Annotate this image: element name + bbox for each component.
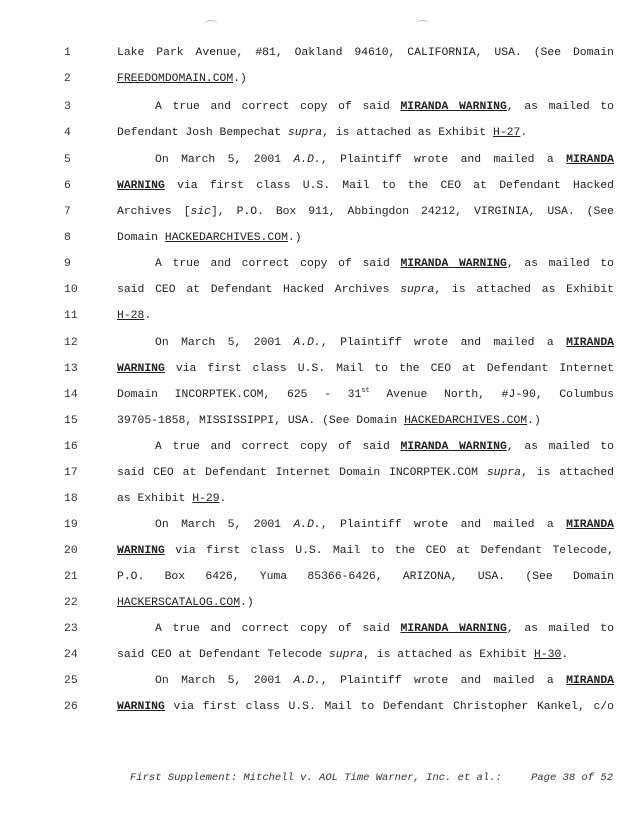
italic-term: A.D. xyxy=(293,337,321,349)
italic-term: supra xyxy=(486,467,522,479)
text-run: , Plaintiff wrote and mailed a xyxy=(320,675,567,687)
line-number: 7 xyxy=(64,206,71,218)
text-run: said CEO at Defendant Telecode xyxy=(117,649,329,661)
line-number: 4 xyxy=(64,127,71,139)
pleading-line xyxy=(0,437,640,457)
text-run: , is attached as Exhibit xyxy=(322,127,493,139)
line-text xyxy=(117,645,614,665)
pleading-line xyxy=(0,333,640,353)
line-number: 10 xyxy=(64,284,78,296)
miranda-warning-term: WARNING xyxy=(117,180,165,192)
line-text xyxy=(155,150,614,170)
pleading-line xyxy=(0,254,640,274)
line-text xyxy=(117,697,614,717)
text-run: A true and correct copy of said xyxy=(155,623,401,635)
text-run: . xyxy=(219,493,227,505)
text-run: , is attached as Exhibit xyxy=(363,649,534,661)
text-run: .) xyxy=(240,597,254,609)
pleading-line xyxy=(0,359,640,379)
punch-hole-mark xyxy=(204,20,218,29)
line-number: 12 xyxy=(64,337,78,349)
line-text xyxy=(155,333,614,353)
text-run: .) xyxy=(287,232,302,244)
text-run: , Plaintiff wrote and mailed a xyxy=(320,337,567,349)
punch-hole-mark xyxy=(416,20,430,29)
pleading-line xyxy=(0,176,640,196)
pleading-line xyxy=(0,593,640,613)
text-run: Domain INCORPTEK.COM, 625 - 31 xyxy=(117,389,362,401)
line-text xyxy=(117,385,614,405)
pleading-line xyxy=(0,697,640,717)
line-number: 11 xyxy=(64,310,78,322)
text-run: via first class U.S. Mail to the CEO at Defendant Hacked xyxy=(164,180,614,192)
line-text xyxy=(117,567,614,587)
domain-link: HACKEDARCHIVES.COM xyxy=(404,415,528,427)
text-run: , as mailed to xyxy=(506,441,614,453)
miranda-warning-term: MIRANDA xyxy=(566,519,614,531)
miranda-warning-term: MIRANDA WARNING xyxy=(400,101,507,113)
line-number: 19 xyxy=(64,519,78,531)
italic-term: sic xyxy=(190,206,211,218)
pleading-line xyxy=(0,306,640,326)
domain-link: FREEDOMDOMAIN.COM xyxy=(117,73,234,85)
text-run: Defendant Josh Bempechat xyxy=(117,127,288,139)
pleading-line xyxy=(0,123,640,143)
text-run: , is attached xyxy=(521,467,614,479)
italic-term: supra xyxy=(328,649,364,661)
text-run: A true and correct copy of said xyxy=(155,441,401,453)
line-text xyxy=(117,228,614,248)
line-number: 25 xyxy=(64,675,78,687)
line-number: 15 xyxy=(64,415,78,427)
text-run: On March 5, 2001 xyxy=(155,519,294,531)
pleading-line xyxy=(0,619,640,639)
line-number: 14 xyxy=(64,389,78,401)
pleading-line xyxy=(0,202,640,222)
exhibit-ref: H-28 xyxy=(117,310,145,322)
line-text xyxy=(117,280,614,300)
pleading-line xyxy=(0,515,640,535)
line-number: 18 xyxy=(64,493,78,505)
italic-term: supra xyxy=(400,284,435,296)
domain-link: HACKEDARCHIVES.COM xyxy=(164,232,288,244)
miranda-warning-term: WARNING xyxy=(117,701,165,713)
italic-term: A.D. xyxy=(293,675,321,687)
text-run: , as mailed to xyxy=(506,258,614,270)
line-text xyxy=(155,437,614,457)
pleading-line xyxy=(0,411,640,431)
text-run: as Exhibit xyxy=(117,493,193,505)
page-footer xyxy=(130,772,613,784)
line-number: 20 xyxy=(64,545,78,557)
line-text xyxy=(155,619,614,639)
footer-caption: First Supplement: Mitchell v. AOL Time Warner, Inc. et al.: xyxy=(130,772,502,784)
miranda-warning-term: MIRANDA xyxy=(566,675,614,687)
miranda-warning-term: WARNING xyxy=(117,545,165,557)
line-text xyxy=(117,541,614,561)
italic-term: A.D. xyxy=(293,154,321,166)
text-run: 39705-1858, MISSISSIPPI, USA. (See Domain xyxy=(117,415,405,427)
text-run: , Plaintiff wrote and mailed a xyxy=(320,519,567,531)
pleading-line xyxy=(0,567,640,587)
line-text xyxy=(155,97,614,117)
miranda-warning-term: MIRANDA WARNING xyxy=(400,258,507,270)
text-run: Archives [ xyxy=(117,206,191,218)
text-run: On March 5, 2001 xyxy=(155,154,294,166)
miranda-warning-term: MIRANDA WARNING xyxy=(400,623,507,635)
line-text xyxy=(117,463,614,483)
line-number: 5 xyxy=(64,154,71,166)
text-run: via first class U.S. Mail to the CEO at Defendant Internet xyxy=(164,363,614,375)
line-number: 22 xyxy=(64,597,78,609)
text-run: , as mailed to xyxy=(506,623,614,635)
line-text xyxy=(117,593,614,613)
pleading-line xyxy=(0,150,640,170)
line-text xyxy=(117,306,614,326)
miranda-warning-term: WARNING xyxy=(117,363,165,375)
text-run: ], P.O. Box 911, Abbingdon 24212, VIRGINIA, USA. (See xyxy=(210,206,614,218)
line-number: 16 xyxy=(64,441,78,453)
pleading-line xyxy=(0,671,640,691)
line-number: 8 xyxy=(64,232,71,244)
line-number: 3 xyxy=(64,101,71,113)
exhibit-ref: H-30 xyxy=(533,649,562,661)
text-run: , is attached as Exhibit xyxy=(434,284,614,296)
line-number: 2 xyxy=(64,73,71,85)
text-run: . xyxy=(144,310,152,322)
domain-link: HACKERSCATALOG.COM xyxy=(117,597,241,609)
line-text xyxy=(117,176,614,196)
text-run: On March 5, 2001 xyxy=(155,675,294,687)
text-run: said CEO at Defendant Internet Domain INCORPTEK.COM xyxy=(117,467,487,479)
line-text xyxy=(117,359,614,379)
line-text xyxy=(117,43,614,63)
text-run: . xyxy=(520,127,528,139)
pleading-line xyxy=(0,228,640,248)
line-number: 24 xyxy=(64,649,78,661)
text-run: via first class U.S. Mail to Defendant Christopher Kankel, c/o xyxy=(164,701,614,713)
line-text xyxy=(155,515,614,535)
line-text xyxy=(117,202,614,222)
text-run: , as mailed to xyxy=(506,101,614,113)
line-number: 13 xyxy=(64,363,78,375)
italic-term: supra xyxy=(287,127,323,139)
miranda-warning-term: MIRANDA xyxy=(566,154,614,166)
text-run: .) xyxy=(527,415,541,427)
line-number: 9 xyxy=(64,258,71,270)
text-run: said CEO at Defendant Hacked Archives xyxy=(117,284,401,296)
miranda-warning-term: MIRANDA WARNING xyxy=(400,441,507,453)
page-number: Page 38 of 52 xyxy=(531,772,613,784)
italic-term: A.D. xyxy=(293,519,321,531)
line-number: 26 xyxy=(64,701,78,713)
pleading-line xyxy=(0,489,640,509)
exhibit-ref: H-29 xyxy=(192,493,220,505)
line-number: 6 xyxy=(64,180,71,192)
pleading-line xyxy=(0,541,640,561)
pleading-line xyxy=(0,645,640,665)
text-run: Lake Park Avenue, #81, Oakland 94610, CALIFORNIA, USA. (See Domain xyxy=(117,47,614,59)
pleading-line xyxy=(0,385,640,405)
text-run: On March 5, 2001 xyxy=(155,337,294,349)
pleading-line xyxy=(0,280,640,300)
miranda-warning-term: MIRANDA xyxy=(566,337,614,349)
line-text xyxy=(117,489,614,509)
text-run: .) xyxy=(233,73,247,85)
line-text xyxy=(117,69,614,89)
line-text xyxy=(155,671,614,691)
text-run: via first class U.S. Mail to the CEO at Defendant Telecode, xyxy=(164,545,614,557)
line-number: 17 xyxy=(64,467,78,479)
line-text xyxy=(117,123,614,143)
line-text xyxy=(117,411,614,431)
pleading-line xyxy=(0,43,640,63)
line-text xyxy=(155,254,614,274)
text-run: A true and correct copy of said xyxy=(155,101,401,113)
pleading-line xyxy=(0,97,640,117)
exhibit-ref: H-27 xyxy=(492,127,521,139)
line-number: 21 xyxy=(64,571,78,583)
text-run: Domain xyxy=(117,232,165,244)
line-number: 1 xyxy=(64,47,71,59)
text-run: P.O. Box 6426, Yuma 85366-6426, ARIZONA, USA. (See Domain xyxy=(117,571,614,583)
line-number: 23 xyxy=(64,623,78,635)
pleading-line xyxy=(0,463,640,483)
text-run: Avenue North, #J-90, Columbus xyxy=(369,389,614,401)
text-run: , Plaintiff wrote and mailed a xyxy=(320,154,567,166)
ordinal-suffix: st xyxy=(361,387,370,396)
text-run: . xyxy=(561,649,569,661)
pleading-line xyxy=(0,69,640,89)
text-run: A true and correct copy of said xyxy=(155,258,401,270)
